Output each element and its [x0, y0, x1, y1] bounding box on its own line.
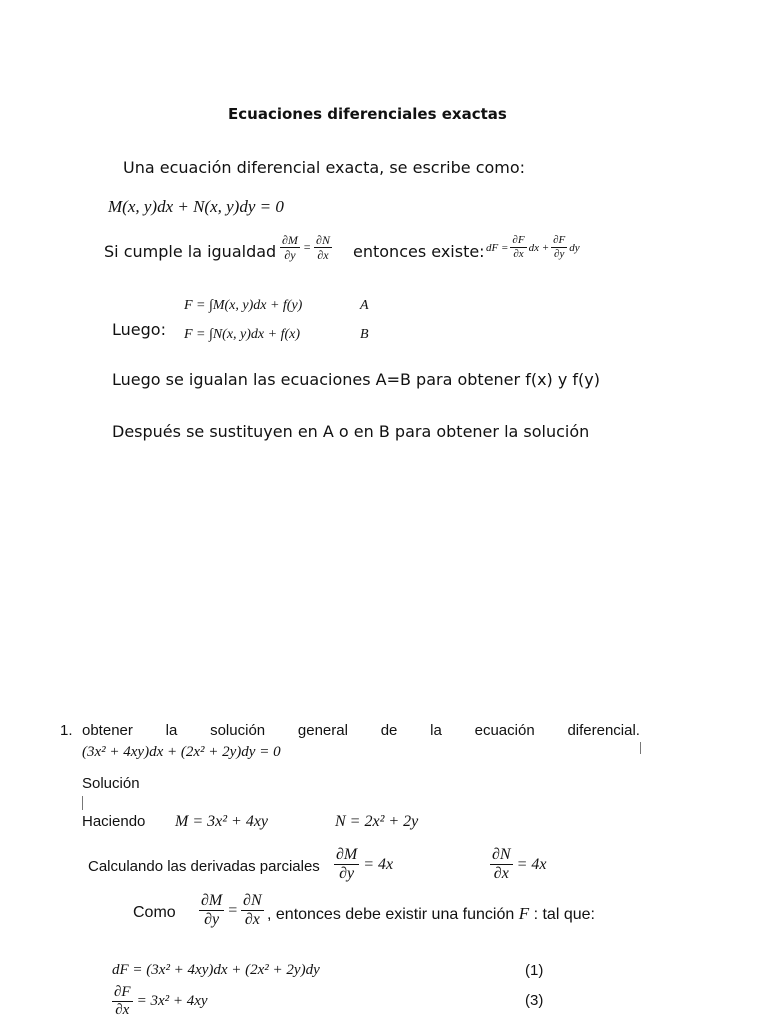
- equation-1: dF = (3x² + 4xy)dx + (2x² + 2y)dy: [112, 962, 320, 978]
- frac-denominator: ∂x: [244, 911, 260, 928]
- statement-word: la: [165, 722, 178, 739]
- integral-B-tag: B: [360, 327, 369, 342]
- text-cursor: [640, 742, 641, 754]
- como-condition: [199, 893, 264, 928]
- como-label: Como: [133, 904, 176, 921]
- statement-word: ecuación: [474, 722, 535, 739]
- frac-denominator: ∂x: [115, 1002, 130, 1018]
- page-title: Ecuaciones diferenciales exactas: [228, 105, 507, 123]
- exactness-condition: [280, 234, 332, 261]
- M-definition: M = 3x² + 4xy: [175, 813, 269, 830]
- frac-denominator: ∂y: [554, 248, 565, 260]
- step-paragraph-2: Después se sustituyen en A o en B para obtener la solución: [112, 422, 590, 441]
- frac-denominator: ∂x: [317, 248, 329, 262]
- dF-term2-suffix: dy: [569, 241, 580, 254]
- haciendo-label: Haciendo: [82, 813, 146, 830]
- luego-label: Luego:: [112, 320, 166, 339]
- function-F: F: [518, 904, 530, 923]
- exists-label: entonces existe:: [353, 242, 485, 261]
- equals-sign: =: [302, 240, 312, 254]
- statement-word: solución: [210, 722, 266, 739]
- example-number: 1.: [60, 722, 73, 739]
- step-paragraph-1: Luego se igualan las ecuaciones A=B para obtener f(x) y f(y): [112, 370, 600, 389]
- N-definition: N = 2x² + 2y: [335, 813, 419, 830]
- como-sentence: , entonces debe existir una función: [267, 906, 515, 923]
- dF-prefix: dF =: [486, 241, 509, 254]
- frac-numerator: ∂M: [282, 233, 298, 247]
- frac-numerator: ∂M: [201, 892, 223, 909]
- example-statement: [82, 722, 640, 739]
- frac-numerator: ∂F: [512, 234, 525, 246]
- frac-numerator: ∂F: [553, 234, 566, 246]
- como-tail: : tal que:: [533, 906, 595, 923]
- total-differential: [486, 235, 580, 260]
- equation-3-rhs: = 3x² + 4xy: [136, 993, 208, 1009]
- partial-N: [490, 847, 546, 882]
- frac-denominator: ∂y: [339, 865, 355, 882]
- equation-3-tag: (3): [525, 992, 544, 1009]
- frac-numerator: ∂F: [114, 984, 131, 1000]
- frac-denominator: ∂x: [493, 865, 509, 882]
- condition-label: Si cumple la igualdad: [104, 242, 277, 261]
- dF-term1-suffix: dx +: [528, 241, 550, 254]
- frac-denominator: ∂y: [204, 911, 220, 928]
- statement-word: de: [380, 722, 398, 739]
- statement-word: la: [430, 722, 442, 739]
- frac-numerator: ∂N: [316, 233, 330, 247]
- integral-A-tag: A: [360, 298, 369, 313]
- integral-A: F = ∫M(x, y)dx + f(y): [184, 298, 303, 313]
- partial-M: [334, 847, 393, 882]
- frac-numerator: ∂M: [336, 846, 358, 863]
- partial-N-value: = 4x: [516, 855, 547, 873]
- frac-numerator: ∂N: [243, 892, 262, 909]
- statement-word: obtener: [82, 722, 133, 739]
- equals-sign: =: [227, 901, 239, 919]
- frac-denominator: ∂x: [513, 248, 524, 260]
- statement-word: diferencial.: [567, 722, 640, 739]
- calc-label: Calculando las derivadas parciales: [88, 858, 320, 875]
- example-equation: (3x² + 4xy)dx + (2x² + 2y)dy = 0: [82, 744, 281, 760]
- statement-word: general: [297, 722, 348, 739]
- frac-numerator: ∂N: [492, 846, 511, 863]
- integral-B: F = ∫N(x, y)dx + f(x): [184, 327, 301, 342]
- equation-1-tag: (1): [525, 962, 544, 979]
- exact-equation: M(x, y)dx + N(x, y)dy = 0: [108, 197, 284, 216]
- solucion-label: Solución: [82, 775, 140, 792]
- text-cursor: [82, 796, 83, 810]
- frac-denominator: ∂y: [284, 248, 296, 262]
- intro-line: Una ecuación diferencial exacta, se escribe como:: [123, 158, 526, 177]
- equation-3: [112, 985, 208, 1018]
- partial-M-value: = 4x: [363, 855, 394, 873]
- como-text: [267, 904, 595, 924]
